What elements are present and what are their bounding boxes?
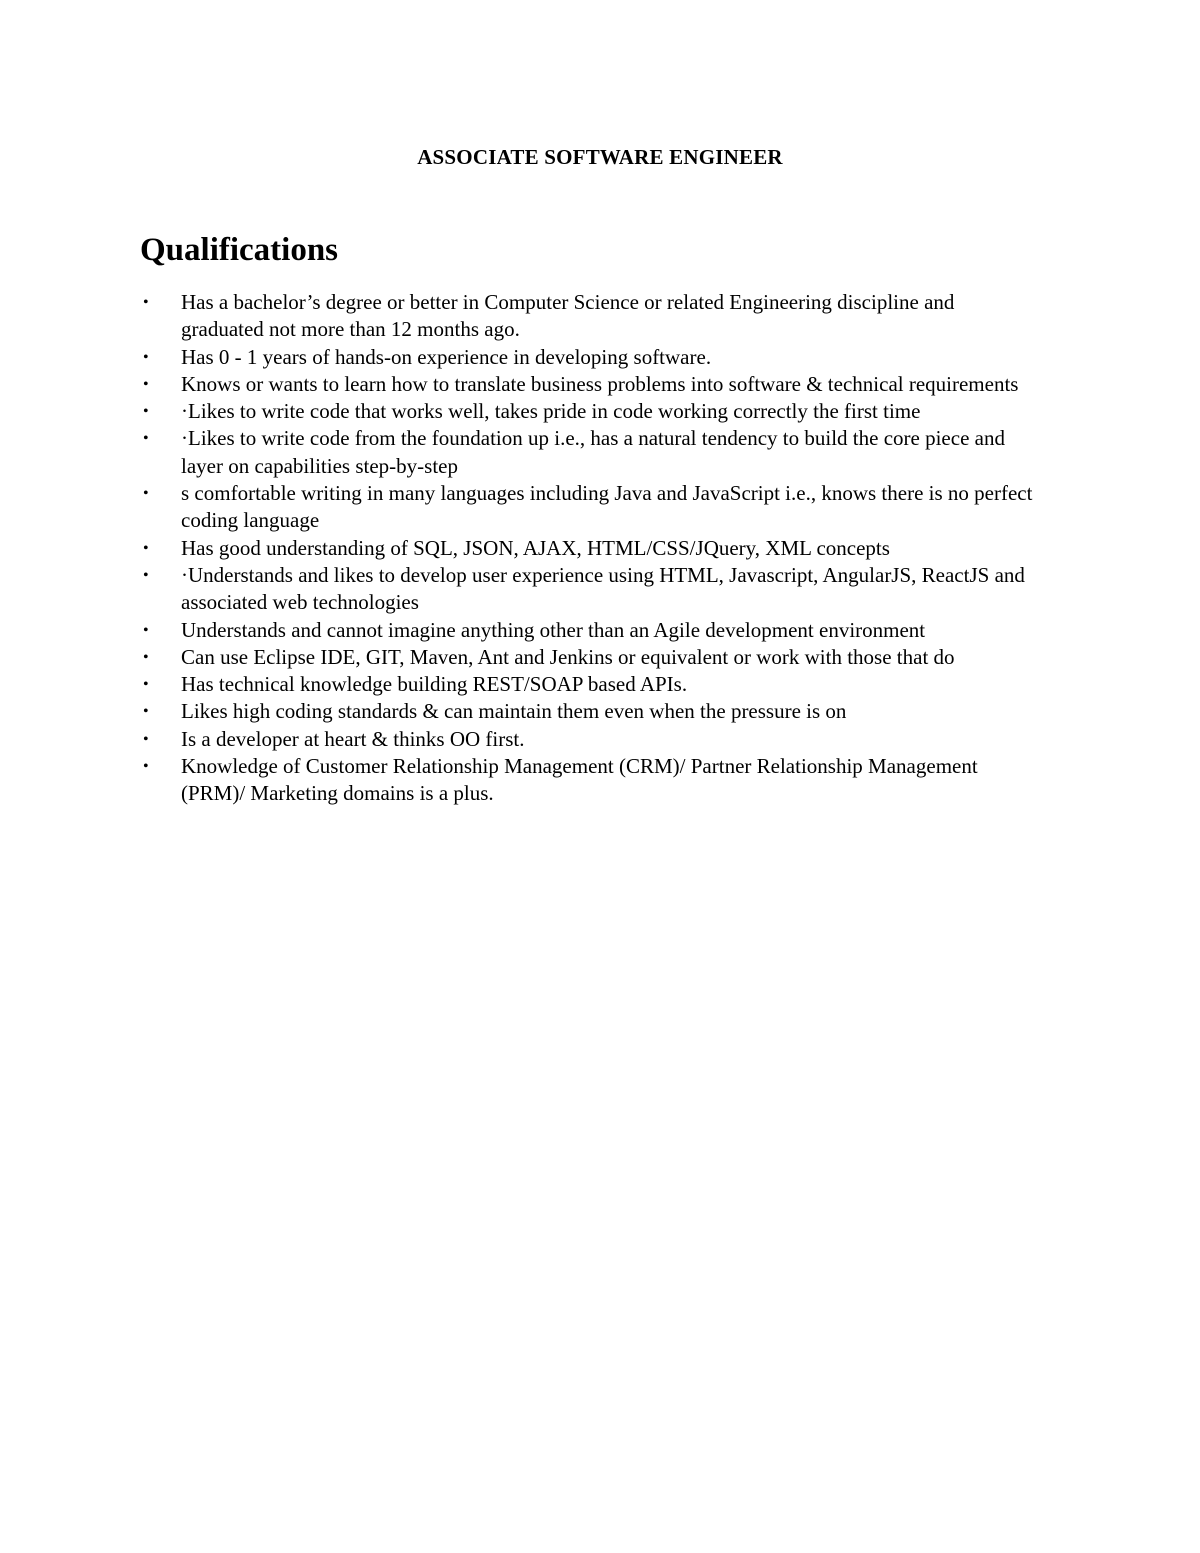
list-item-text: Is a developer at heart & thinks OO first. bbox=[181, 726, 525, 751]
bullet-icon: • bbox=[143, 730, 149, 748]
list-item-text: Has technical knowledge building REST/SOAP based APIs. bbox=[181, 672, 688, 697]
qualifications-list bbox=[140, 289, 1040, 808]
list-item-text: ·Likes to write code from the foundation up i.e., has a natural tendency to build the core piece and layer on capabilities step-by-step bbox=[181, 426, 1005, 478]
list-item bbox=[140, 535, 1040, 562]
list-item bbox=[140, 562, 1040, 617]
list-item-text: Knowledge of Customer Relationship Management (CRM)/ Partner Relationship Management (PRM)/ Marketing domains is a plus. bbox=[181, 754, 978, 806]
list-item bbox=[140, 753, 1040, 808]
list-item-text: s comfortable writing in many languages including Java and JavaScript i.e., knows there is no perfect coding language bbox=[181, 481, 1033, 533]
bullet-icon: • bbox=[143, 430, 149, 448]
bullet-icon: • bbox=[143, 539, 149, 557]
list-item bbox=[140, 698, 1040, 725]
bullet-icon: • bbox=[143, 676, 149, 694]
list-item bbox=[140, 726, 1040, 753]
list-item-text: Knows or wants to learn how to translate business problems into software & technical requirements bbox=[181, 371, 1019, 396]
list-item-text: Understands and cannot imagine anything other than an Agile development environment bbox=[181, 617, 926, 642]
document-title: ASSOCIATE SOFTWARE ENGINEER bbox=[417, 145, 783, 169]
list-item-text: Has good understanding of SQL, JSON, AJAX, HTML/CSS/JQuery, XML concepts bbox=[181, 535, 890, 560]
bullet-icon: • bbox=[143, 485, 149, 503]
list-item bbox=[140, 371, 1040, 398]
bullet-icon: • bbox=[143, 621, 149, 639]
bullet-icon: • bbox=[143, 348, 149, 366]
bullet-icon: • bbox=[143, 758, 149, 776]
list-item-text: ·Likes to write code that works well, takes pride in code working correctly the first time bbox=[181, 399, 921, 424]
list-item bbox=[140, 344, 1040, 371]
list-item-text: Can use Eclipse IDE, GIT, Maven, Ant and Jenkins or equivalent or work with those that do bbox=[181, 644, 955, 669]
bullet-icon: • bbox=[143, 648, 149, 666]
list-item-text: Has 0 - 1 years of hands-on experience in developing software. bbox=[181, 344, 712, 369]
list-item-text: Likes high coding standards & can maintain them even when the pressure is on bbox=[181, 699, 847, 724]
bullet-icon: • bbox=[143, 703, 149, 721]
list-item bbox=[140, 398, 1040, 425]
list-item bbox=[140, 671, 1040, 698]
list-item-text: Has a bachelor’s degree or better in Computer Science or related Engineering discipline and graduated not more than 12 months ago. bbox=[181, 290, 955, 342]
bullet-icon: • bbox=[143, 566, 149, 584]
bullet-icon: • bbox=[143, 375, 149, 393]
list-item bbox=[140, 425, 1040, 480]
list-item bbox=[140, 617, 1040, 644]
list-item bbox=[140, 644, 1040, 671]
bullet-icon: • bbox=[143, 294, 149, 311]
bullet-icon: • bbox=[143, 403, 149, 421]
list-item-text: ·Understands and likes to develop user experience using HTML, Javascript, AngularJS, ReactJS and associated web technologies bbox=[181, 562, 1025, 615]
list-item bbox=[140, 480, 1040, 535]
list-item bbox=[140, 289, 1040, 344]
section-heading-qualifications: Qualifications bbox=[140, 232, 339, 268]
